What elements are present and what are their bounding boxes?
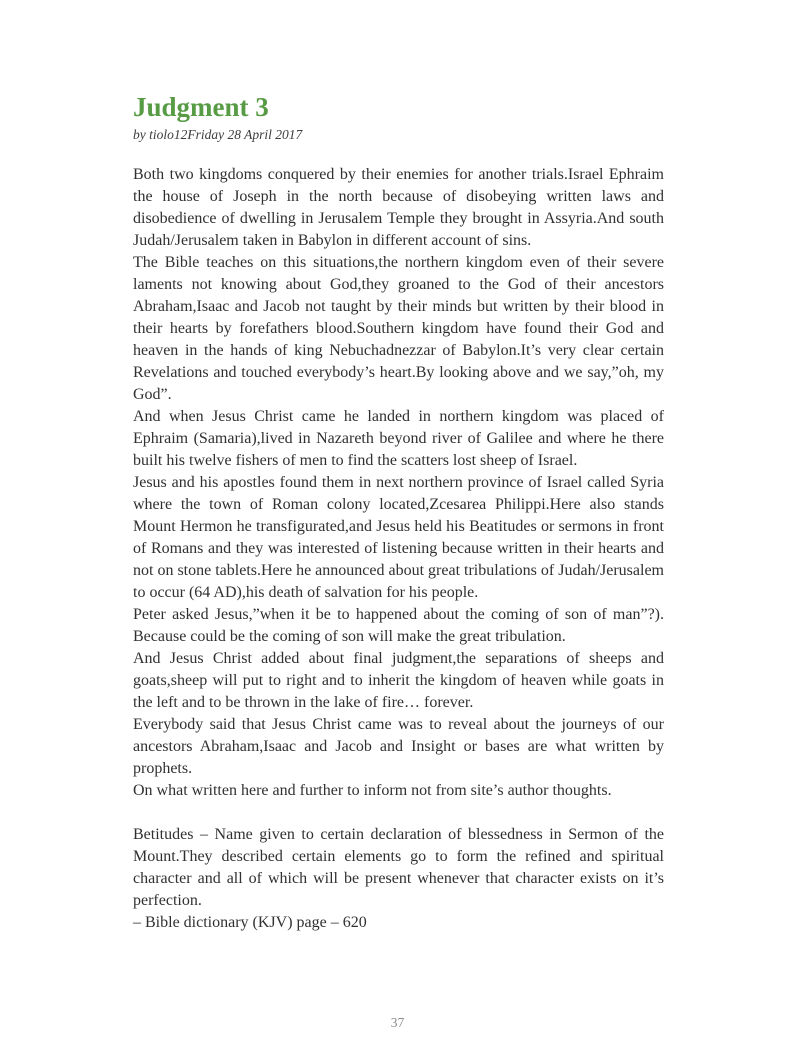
article-body — [133, 164, 664, 934]
byline: by tiolo12Friday 28 April 2017 — [133, 127, 303, 142]
footnote-block — [133, 824, 664, 934]
article-content — [133, 92, 664, 934]
paragraph: And when Jesus Christ came he landed in northern kingdom was placed of Ephraim (Samaria),lived in Nazareth beyond river of Galilee and where he there built his twelve fishers of men to find the scatters lost sheep of Israel. — [133, 408, 664, 469]
footnote-paragraph: Betitudes – Name given to certain declaration of blessedness in Sermon of the Mount.They described certain elements go to form the refined and spiritual character and all of which will be present whenever that character exists on it’s perfection. — [133, 826, 664, 909]
paragraph: Both two kingdoms conquered by their enemies for another trials.Israel Ephraim the house of Joseph in the north because of disobeying written laws and disobedience of dwelling in Jerusalem Temple they brought in Assyria.And south Judah/Jerusalem taken in Babylon in different account of sins. — [133, 166, 664, 249]
page-title: Judgment 3 — [133, 92, 269, 122]
paragraph: Jesus and his apostles found them in next northern province of Israel called Syria where the town of Roman colony located,Zcesarea Philippi.Here also stands Mount Hermon he transfigurated,and Jesus held his Beatitudes or sermons in front of Romans and they was interested of listening because written in their hearts and not on stone tablets.Here he announced about great tribulations of Judah/Jerusalem to occur (64 AD),his death of salvation for his people. — [133, 474, 664, 601]
paragraph: And Jesus Christ added about final judgment,the separations of sheeps and goats,sheep will put to right and to inherit the kingdom of heaven while goats in the left and to be thrown in the lake of fire… forever. — [133, 650, 664, 711]
paragraph: The Bible teaches on this situations,the northern kingdom even of their severe laments not knowing about God,they groaned to the God of their ancestors Abraham,Isaac and Jacob not taught by their minds but written by their blood in their hearts by forefathers blood.Southern kingdom have found their God and heaven in the hands of king Nebuchadnezzar of Babylon.It’s very clear certain Revelations and touched everybody’s heart.By looking above and we say,”oh, my God”. — [133, 254, 664, 403]
paragraph: Everybody said that Jesus Christ came was to reveal about the journeys of our ancestors Abraham,Isaac and Jacob and Insight or bases are what written by prophets. — [133, 716, 664, 777]
footnote-citation: – Bible dictionary (KJV) page – 620 — [133, 914, 367, 931]
paragraph: On what written here and further to inform not from site’s author thoughts. — [133, 782, 612, 799]
page-number: 37 — [390, 1015, 405, 1030]
paragraph: Peter asked Jesus,”when it be to happened about the coming of son of man”?). Because could be the coming of son will make the great tribulation. — [133, 606, 664, 645]
